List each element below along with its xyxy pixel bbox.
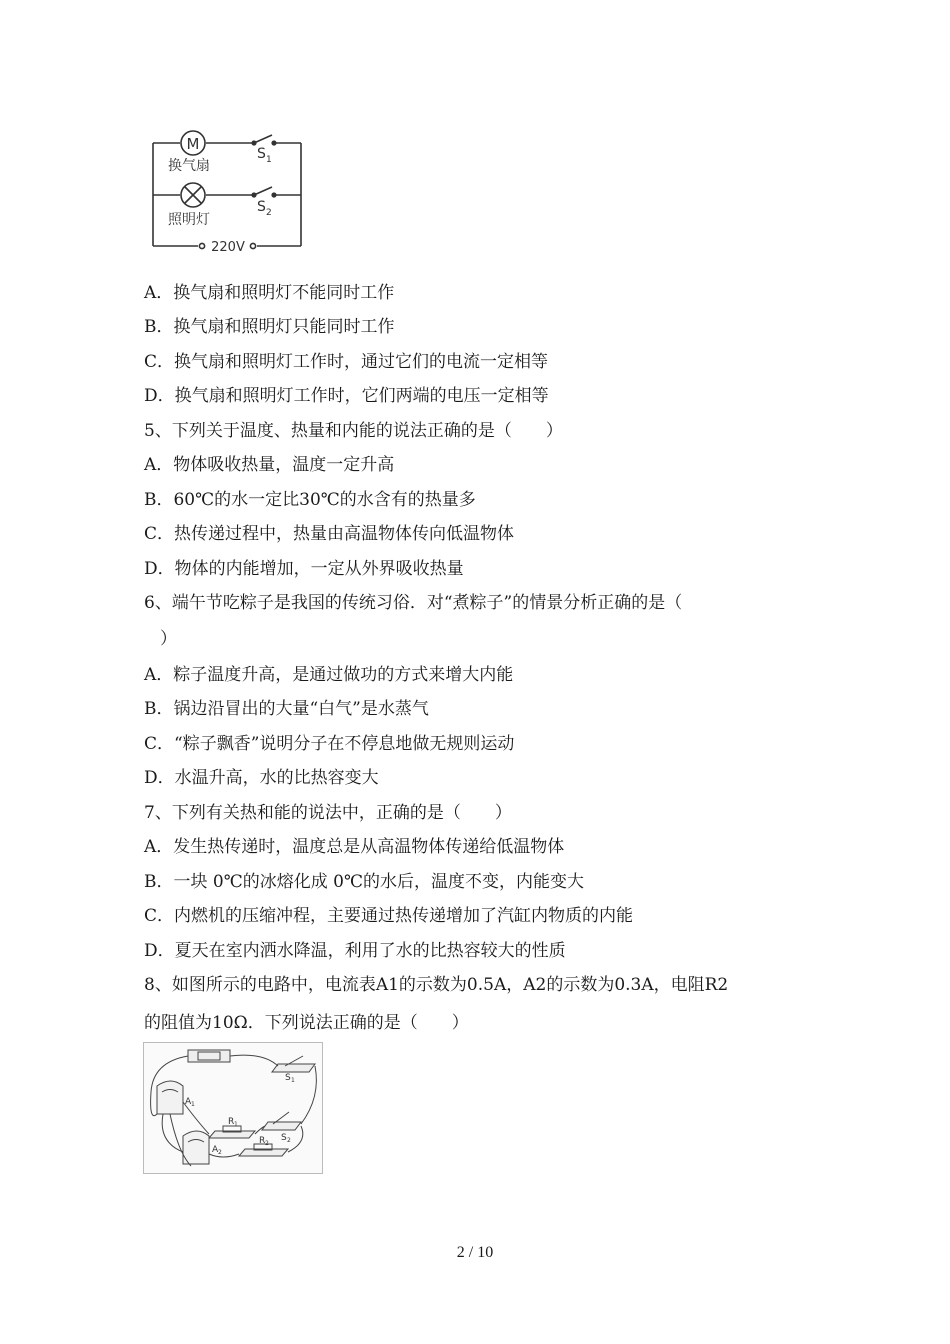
s1-subscript: 1 [291,1077,295,1084]
switch1-subscript: 1 [266,155,272,165]
q5-option-b: B．60℃的水一定比30℃的水含有的热量多 [144,490,476,510]
q5-option-c: C．热传递过程中，热量由高温物体传向低温物体 [144,524,515,544]
a1-label: A [185,1097,192,1107]
q6-stem-line1: 6、端午节吃粽子是我国的传统习俗．对“煮粽子”的情景分析正确的是（ [144,593,683,613]
q8-stem-line1: 8、如图所示的电路中，电流表A1的示数为0.5A，A2的示数为0.3A，电阻R2 [144,975,729,995]
circuit-photo-ammeters [143,1042,323,1174]
s2-label: S [281,1133,287,1143]
q7-option-d: D．夏天在室内洒水降温，利用了水的比热容较大的性质 [144,941,566,961]
r2-subscript: 2 [265,1140,269,1147]
s1-label: S [285,1073,291,1083]
switch2-subscript: 2 [266,208,272,218]
q6-option-c: C．“粽子飘香”说明分子在不停息地做无规则运动 [144,734,515,754]
fan-label: 换气扇 [168,158,210,174]
s2-subscript: 2 [287,1137,291,1144]
q4-option-a: A．换气扇和照明灯不能同时工作 [144,283,395,303]
lamp-label: 照明灯 [168,212,210,228]
q6-option-b: B．锅边沿冒出的大量“白气”是水蒸气 [144,699,429,719]
voltage-label: 220V [211,240,245,254]
a2-label: A [212,1145,219,1155]
q7-option-a: A．发生热传递时，温度总是从高温物体传递给低温物体 [144,837,565,857]
q7-stem: 7、下列有关热和能的说法中，正确的是（ ） [144,803,512,823]
q6-option-a: A．粽子温度升高，是通过做功的方式来增大内能 [144,665,514,685]
q6-option-d: D．水温升高，水的比热容变大 [144,768,379,788]
q6-stem-line2: ） [160,629,177,649]
q5-stem: 5、下列关于温度、热量和内能的说法正确的是（ ） [144,421,563,441]
q4-option-b: B．换气扇和照明灯只能同时工作 [144,317,395,337]
switch1-label: S [257,146,266,162]
q4-option-c: C．换气扇和照明灯工作时，通过它们的电流一定相等 [144,352,549,372]
motor-symbol: M [186,135,200,153]
r1-label: R [228,1117,235,1127]
a1-subscript: 1 [191,1101,195,1108]
q5-option-d: D．物体的内能增加，一定从外界吸收热量 [144,559,464,579]
r1-subscript: 1 [234,1121,238,1128]
q4-option-d: D．换气扇和照明灯工作时，它们两端的电压一定相等 [144,386,549,406]
switch2-label: S [257,199,266,215]
a2-subscript: 2 [218,1149,222,1156]
r2-label: R [259,1136,266,1146]
q7-option-b: B．一块 0℃的冰熔化成 0℃的水后，温度不变，内能变大 [144,872,584,892]
page-number: 2 / 10 [456,1244,494,1261]
q8-stem-line2: 的阻值为10Ω．下列说法正确的是（ ） [144,1013,469,1033]
circuit-diagram-fan-lamp [150,126,306,254]
q5-option-a: A．物体吸收热量，温度一定升高 [144,455,395,475]
q7-option-c: C．内燃机的压缩冲程，主要通过热传递增加了汽缸内物质的内能 [144,906,634,926]
